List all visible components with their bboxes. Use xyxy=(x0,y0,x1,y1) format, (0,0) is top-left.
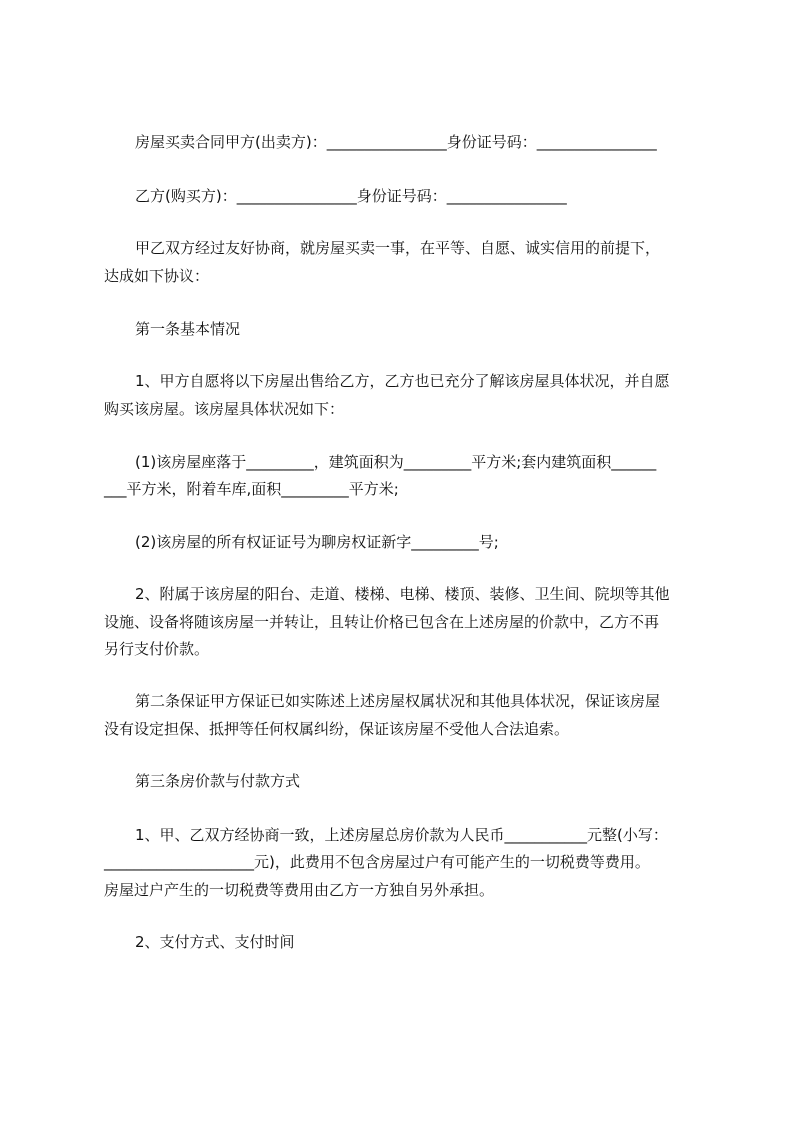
text-line: 达成如下协议： xyxy=(104,267,210,285)
text-line: 设施、设备将随该房屋一并转让，且转让价格已包含在上述房屋的价款中，乙方不再 xyxy=(104,613,660,631)
text-line: 第一条基本情况 xyxy=(135,320,241,338)
text-line: 没有设定担保、抵押等任何权属纠纷，保证该房屋不受他人合法追索。 xyxy=(104,720,570,738)
text-line: 1、甲方自愿将以下房屋出售给乙方，乙方也已充分了解该房屋具体状况，并自愿 xyxy=(135,372,670,390)
text-line: (2)该房屋的所有权证证号为聊房权证新字_________号; xyxy=(135,533,499,551)
text-line: 购买该房屋。该房屋具体状况如下： xyxy=(104,400,345,418)
text-line: 第三条房价款与付款方式 xyxy=(135,772,301,790)
text-line: ___平方米，附着车库,面积_________平方米; xyxy=(104,480,399,498)
text-line: 1、甲、乙双方经协商一致，上述房屋总房价款为人民币___________元整(小写： xyxy=(135,826,668,844)
text-line: 房屋买卖合同甲方(出卖方)：________________身份证号码：________________ xyxy=(135,133,657,151)
text-line: ____________________元)，此费用不包含房屋过户有可能产生的一切税费等费用。 xyxy=(104,853,650,871)
text-line: 另行支付价款。 xyxy=(104,640,210,658)
text-line: 2、附属于该房屋的阳台、走道、楼梯、电梯、楼顶、装修、卫生间、院坝等其他 xyxy=(135,585,670,603)
text-line: 甲乙双方经过友好协商，就房屋买卖一事，在平等、自愿、诚实信用的前提下， xyxy=(135,239,661,257)
text-line: 2、支付方式、支付时间 xyxy=(135,933,295,951)
text-line: 房屋过户产生的一切税费等费用由乙方一方独自另外承担。 xyxy=(104,881,495,899)
text-line: 乙方(购买方)：________________身份证号码：________________ xyxy=(135,187,567,205)
text-line: (1)该房屋座落于_________，建筑面积为_________平方米;套内建筑面积______ xyxy=(135,453,657,471)
text-line: 第二条保证甲方保证已如实陈述上述房屋权属状况和其他具体状况，保证该房屋 xyxy=(135,692,661,710)
